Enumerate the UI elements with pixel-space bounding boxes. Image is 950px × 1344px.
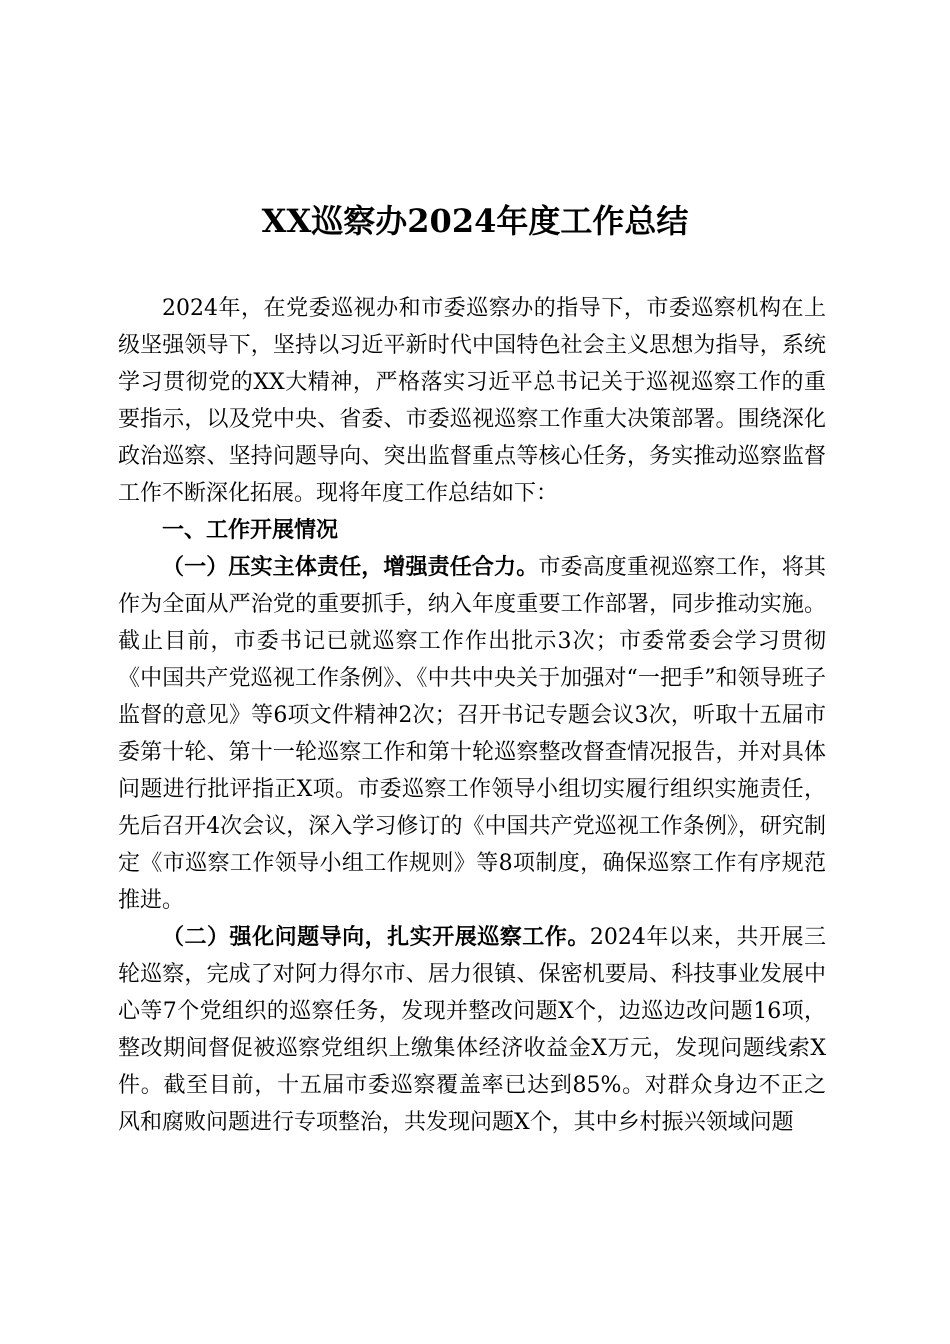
paragraph-item-2 xyxy=(118,919,826,1141)
document-title: XX巡察办2024年度工作总结 xyxy=(261,202,689,240)
paragraph-item-1 xyxy=(118,549,826,919)
item-2-lead: （二）强化问题导向，扎实开展巡察工作。 xyxy=(162,924,590,950)
item-2-text: 2024年以来，共开展三轮巡察，完成了对阿力得尔市、居力很镇、保密机要局、科技事业发展中心等7个党组织的巡察任务，发现并整改问题X个，边巡边改问题16项，整改期间督促被巡察党组织上缴集体经济收益金X万元，发现问题线索X件。截至目前，十五届市委巡察覆盖率已达到85%。对群众身边不正之风和腐败问题进行专项整治，共发现问题X个，其中乡村振兴领域问题 xyxy=(118,925,826,1135)
intro-paragraph: 2024年，在党委巡视办和市委巡察办的指导下，市委巡察机构在上级坚强领导下，坚持以习近平新时代中国特色社会主义思想为指导，系统学习贯彻党的XX大精神，严格落实习近平总书记关于巡视巡察工作的重要指示，以及党中央、省委、市委巡视巡察工作重大决策部署。围绕深化政治巡察、坚持问题导向、突出监督重点等核心任务，务实推动巡察监督工作不断深化拓展。现将年度工作总结如下： xyxy=(118,296,826,506)
document-body xyxy=(118,290,826,1141)
item-1-lead: （一）压实主体责任，增强责任合力。 xyxy=(162,554,539,580)
item-1-text: 市委高度重视巡察工作，将其作为全面从严治党的重要抓手，纳入年度重要工作部署，同步推动实施。截止目前，市委书记已就巡察工作作出批示3次；市委常委会学习贯彻《中国共产党巡视工作条例》、《中共中央关于加强对“一把手”和领导班子监督的意见》等6项文件精神2次；召开书记专题会议3次，听取十五届市委第十轮、第十一轮巡察工作和第十轮巡察整改督查情况报告，并对具体问题进行批评指正X项。市委巡察工作领导小组切实履行组织实施责任，先后召开4次会议，深入学习修订的《中国共产党巡视工作条例》，研究制定《市巡察工作领导小组工作规则》等8项制度，确保巡察工作有序规范推进。 xyxy=(118,555,826,913)
section-heading: 一、工作开展情况 xyxy=(162,518,339,543)
